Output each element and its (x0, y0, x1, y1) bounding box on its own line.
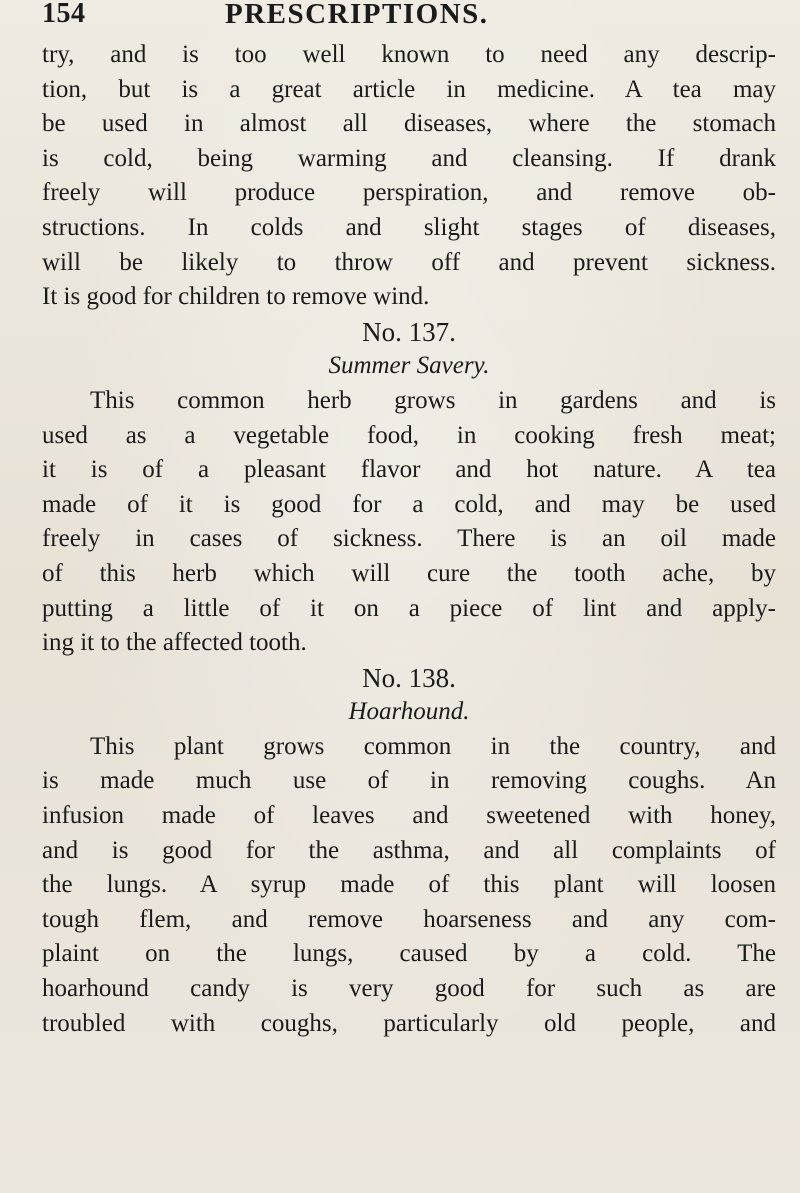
text-line: structions. In colds and slight stages of diseases, (42, 213, 776, 241)
text-line: troubled with coughs, particularly old people, and (42, 1009, 776, 1037)
text-line: tough flem, and remove hoarseness and any com- (42, 905, 776, 933)
text-line: This common herb grows in gardens and is (90, 386, 776, 414)
entry-title: Summer Savery. (328, 352, 490, 380)
text-line: freely will produce perspiration, and remove ob- (42, 179, 776, 207)
text-line: is cold, being warming and cleansing. If drank (42, 144, 776, 172)
text-line: It is good for children to remove wind. (42, 283, 430, 311)
text-line: plaint on the lungs, caused by a cold. The (42, 940, 776, 968)
text-line: try, and is too well known to need any descrip- (42, 41, 776, 68)
text-line: hoarhound candy is very good for such as are (42, 975, 776, 1003)
text-line: will be likely to throw off and prevent sickness. (42, 248, 776, 276)
text-line: freely in cases of sickness. There is an oil made (42, 525, 776, 553)
text-line: tion, but is a great article in medicine. A tea may (42, 75, 776, 103)
text-line: and is good for the asthma, and all complaints of (42, 836, 776, 864)
text-line: ing it to the affected tooth. (42, 629, 307, 657)
entry-number: No. 138. (362, 662, 456, 693)
text-line: This plant grows common in the country, and (90, 732, 776, 760)
page-number: 154 (42, 0, 86, 29)
running-head: PRESCRIPTIONS. (225, 0, 489, 30)
text-line: it is of a pleasant flavor and hot nature. A tea (42, 456, 776, 484)
text-line: be used in almost all diseases, where the stomach (42, 110, 776, 138)
text-line: made of it is good for a cold, and may be used (42, 490, 776, 518)
text-line: the lungs. A syrup made of this plant will loosen (42, 871, 776, 899)
text-line: putting a little of it on a piece of lint and apply- (42, 594, 776, 622)
entry-title: Hoarhound. (348, 698, 470, 726)
text-line: infusion made of leaves and sweetened with honey, (42, 802, 776, 830)
text-line: used as a vegetable food, in cooking fresh meat; (42, 421, 776, 449)
text-line: is made much use of in removing coughs. An (42, 767, 776, 795)
text-line: of this herb which will cure the tooth ache, by (42, 559, 776, 587)
entry-number: No. 137. (362, 316, 456, 347)
body-text (42, 38, 776, 1041)
page-header (42, 0, 782, 32)
